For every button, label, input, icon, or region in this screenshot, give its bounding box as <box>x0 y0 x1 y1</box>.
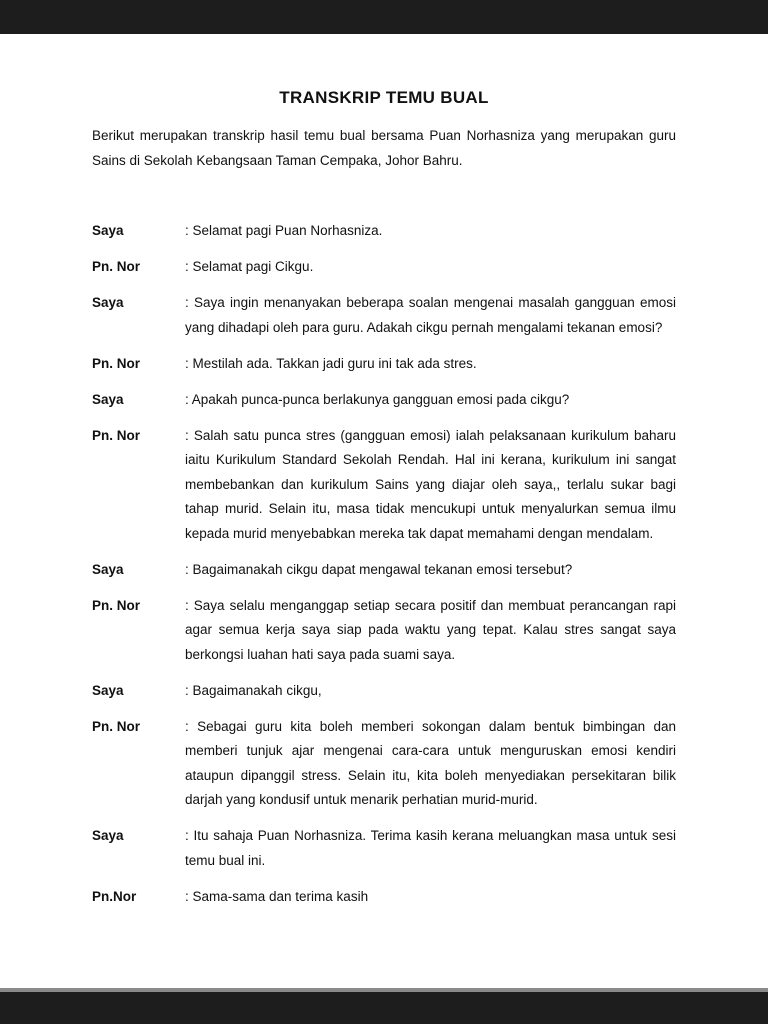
dialogue-text: : Salah satu punca stres (gangguan emosi) ialah pelaksanaan kurikulum baharu iaitu Kurikulum Standard Sekolah Rendah. Hal ini kerana, kurikulum ini sangat membebankan dan kurikulum Sains yang diajar oleh saya,, terlalu sukar bagi tahap murid. Selain itu, masa tidak mencukupi untuk menyalurkan semua ilmu kepada murid menyebabkan mereka tak dapat memahami dengan mendalam. <box>185 427 676 541</box>
dialogue-section <box>92 219 676 909</box>
document-title: TRANSKRIP TEMU BUAL <box>279 88 489 107</box>
dialogue-text: : Bagaimanakah cikgu, <box>185 682 322 698</box>
dialogue-text: : Mestilah ada. Takkan jadi guru ini tak ada stres. <box>185 355 477 371</box>
speaker-label: Pn. Nor <box>92 259 141 274</box>
dialogue-row <box>92 255 676 280</box>
dialogue-row <box>92 291 676 340</box>
document-page <box>0 34 768 988</box>
dialogue-row <box>92 715 676 813</box>
dialogue-text: : Itu sahaja Puan Norhasniza. Terima kasih kerana meluangkan masa untuk sesi temu bual ini. <box>185 828 676 868</box>
dialogue-text: : Sama-sama dan terima kasih <box>185 888 369 904</box>
dialogue-text: : Saya selalu menganggap setiap secara positif dan membuat perancangan rapi agar semua kerja saya siap pada waktu yang tepat. Kalau stres sangat saya berkongsi luahan hati saya pada suami saya. <box>185 597 676 662</box>
dialogue-text: : Selamat pagi Cikgu. <box>185 259 314 274</box>
speaker-label: Saya <box>92 391 124 407</box>
speaker-label: Saya <box>92 561 124 577</box>
dialogue-row <box>92 594 676 668</box>
dialogue-row <box>92 558 676 583</box>
speaker-label: Saya <box>92 828 124 843</box>
dialogue-row <box>92 219 676 244</box>
dialogue-row <box>92 388 676 413</box>
speaker-label: Pn. Nor <box>92 718 141 734</box>
viewer-bottom-bar <box>0 988 768 1024</box>
viewer-top-bar <box>0 0 768 34</box>
speaker-label: Pn. Nor <box>92 427 141 443</box>
speaker-label: Pn.Nor <box>92 888 137 904</box>
speaker-label: Saya <box>92 682 124 698</box>
dialogue-text: : Selamat pagi Puan Norhasniza. <box>185 223 383 238</box>
intro-paragraph: Berikut merupakan transkrip hasil temu bual bersama Puan Norhasniza yang merupakan guru Sains di Sekolah Kebangsaan Taman Cempaka, Johor Bahru. <box>92 128 676 168</box>
dialogue-text: : Bagaimanakah cikgu dapat mengawal tekanan emosi tersebut? <box>185 561 573 577</box>
dialogue-row <box>92 885 676 910</box>
speaker-label: Pn. Nor <box>92 355 141 371</box>
dialogue-text: : Saya ingin menanyakan beberapa soalan mengenai masalah gangguan emosi yang dihadapi oleh para guru. Adakah cikgu pernah mengalami tekanan emosi? <box>185 295 676 335</box>
dialogue-text: : Apakah punca-punca berlakunya gangguan emosi pada cikgu? <box>185 391 570 407</box>
speaker-label: Pn. Nor <box>92 597 141 613</box>
dialogue-row <box>92 679 676 704</box>
dialogue-row <box>92 824 676 873</box>
speaker-label: Saya <box>92 295 124 310</box>
dialogue-row <box>92 424 676 547</box>
dialogue-row <box>92 352 676 377</box>
speaker-label: Saya <box>92 223 124 238</box>
dialogue-text: : Sebagai guru kita boleh memberi sokongan dalam bentuk bimbingan dan memberi tunjuk ajar mengenai cara-cara untuk menguruskan emosi kendiri ataupun dipanggil stress. Selain itu, kita boleh menyediakan persekitaran bilik darjah yang kondusif untuk menarik perhatian murid-murid. <box>185 718 676 807</box>
